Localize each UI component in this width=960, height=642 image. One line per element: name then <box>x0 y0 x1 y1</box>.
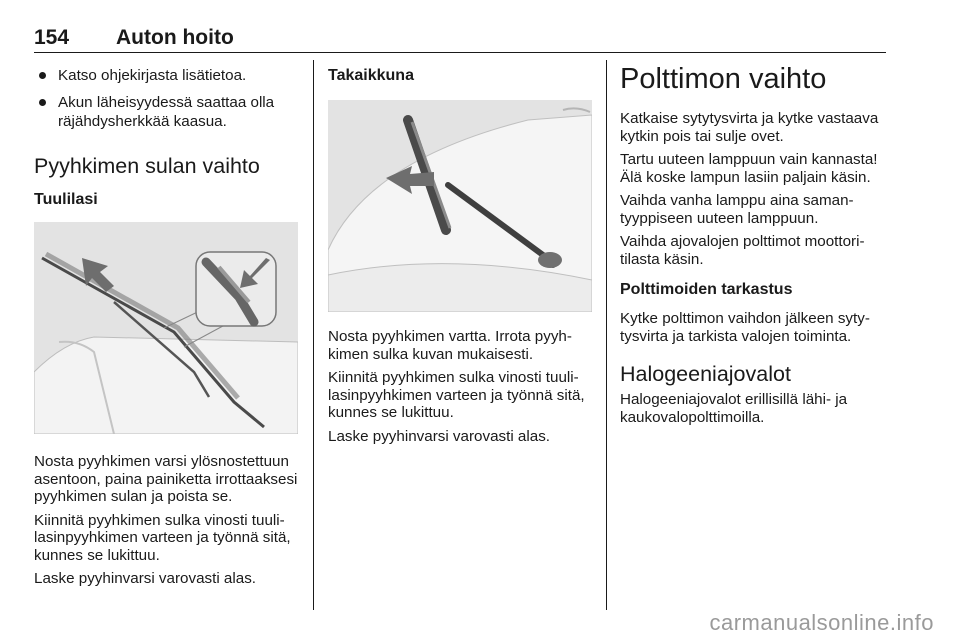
paragraph: Kiinnitä pyyhkimen sulka vinosti tuulilasinpyyhkimen varteen ja työnnä sitä, kunnes se lukittuu. <box>34 511 291 564</box>
bullet-item: Katso ohjekirjasta lisätietoa. <box>34 66 300 85</box>
paragraph: Nosta pyyhkimen varsi ylösnostettuun asentoon, paina painiketta irrottaaksesi pyyhkimen sulan ja poista se. <box>34 453 298 505</box>
subsection-title-rear-window: Takaikkuna <box>328 67 414 84</box>
paragraph: Halogeeniajovalot erillisillä lähi- ja kaukovalopolttimoilla. <box>620 391 848 426</box>
column-divider <box>606 60 607 610</box>
section-title-halogen: Halogeeniajovalot <box>620 362 791 386</box>
section-title-bulb: Polttimon vaihto <box>620 63 827 95</box>
page-header <box>34 26 886 53</box>
paragraph: Kiinnitä pyyhkimen sulka vinosti tuulilasinpyyhkimen varteen ja työnnä sitä, kunnes se lukittuu. <box>328 369 585 421</box>
column-divider <box>313 60 314 610</box>
paragraph: Nosta pyyhkimen vartta. Irrota pyyhkimen sulka kuvan mukaisesti. <box>328 328 572 363</box>
bullet-item: Akun läheisyydessä saattaa olla räjähdysherkkää kaasua. <box>34 93 300 131</box>
paragraph: Laske pyyhinvarsi varovasti alas. <box>34 570 257 587</box>
subsection-title-check: Polttimoiden tarkastus <box>620 281 793 298</box>
paragraph: Vaihda vanha lamppu aina samantyyppiseen uuteen lamppuun. <box>620 192 854 227</box>
watermark: carmanualsonline.info <box>709 610 934 635</box>
section-title-wiper: Pyyhkimen sulan vaihto <box>34 154 260 178</box>
paragraph: Katkaise sytytysvirta ja kytke vastaava kytkin pois tai sulje ovet. <box>620 110 879 145</box>
bullet-list <box>34 66 300 131</box>
column-middle <box>328 60 596 451</box>
column-left <box>34 60 300 594</box>
rear-wiper-figure <box>328 100 592 312</box>
bulb-instructions <box>620 110 890 268</box>
chapter-title: Auton hoito <box>116 26 234 49</box>
instructions <box>328 328 596 445</box>
paragraph: Laske pyyhinvarsi varovasti alas. <box>328 427 551 445</box>
column-right <box>620 60 890 432</box>
paragraph: Vaihda ajovalojen polttimot moottoritilasta käsin. <box>620 233 865 268</box>
windshield-wiper-figure <box>34 222 298 434</box>
subsection-title-windshield: Tuulilasi <box>34 191 98 208</box>
instructions <box>34 453 300 588</box>
paragraph: Kytke polttimon vaihdon jälkeen sytytysvirta ja tarkista valojen toiminta. <box>620 310 870 345</box>
paragraph: Tartu uuteen lamppuun vain kannasta! Älä koske lampun lasiin paljain käsin. <box>620 151 878 186</box>
page-number: 154 <box>34 26 70 49</box>
